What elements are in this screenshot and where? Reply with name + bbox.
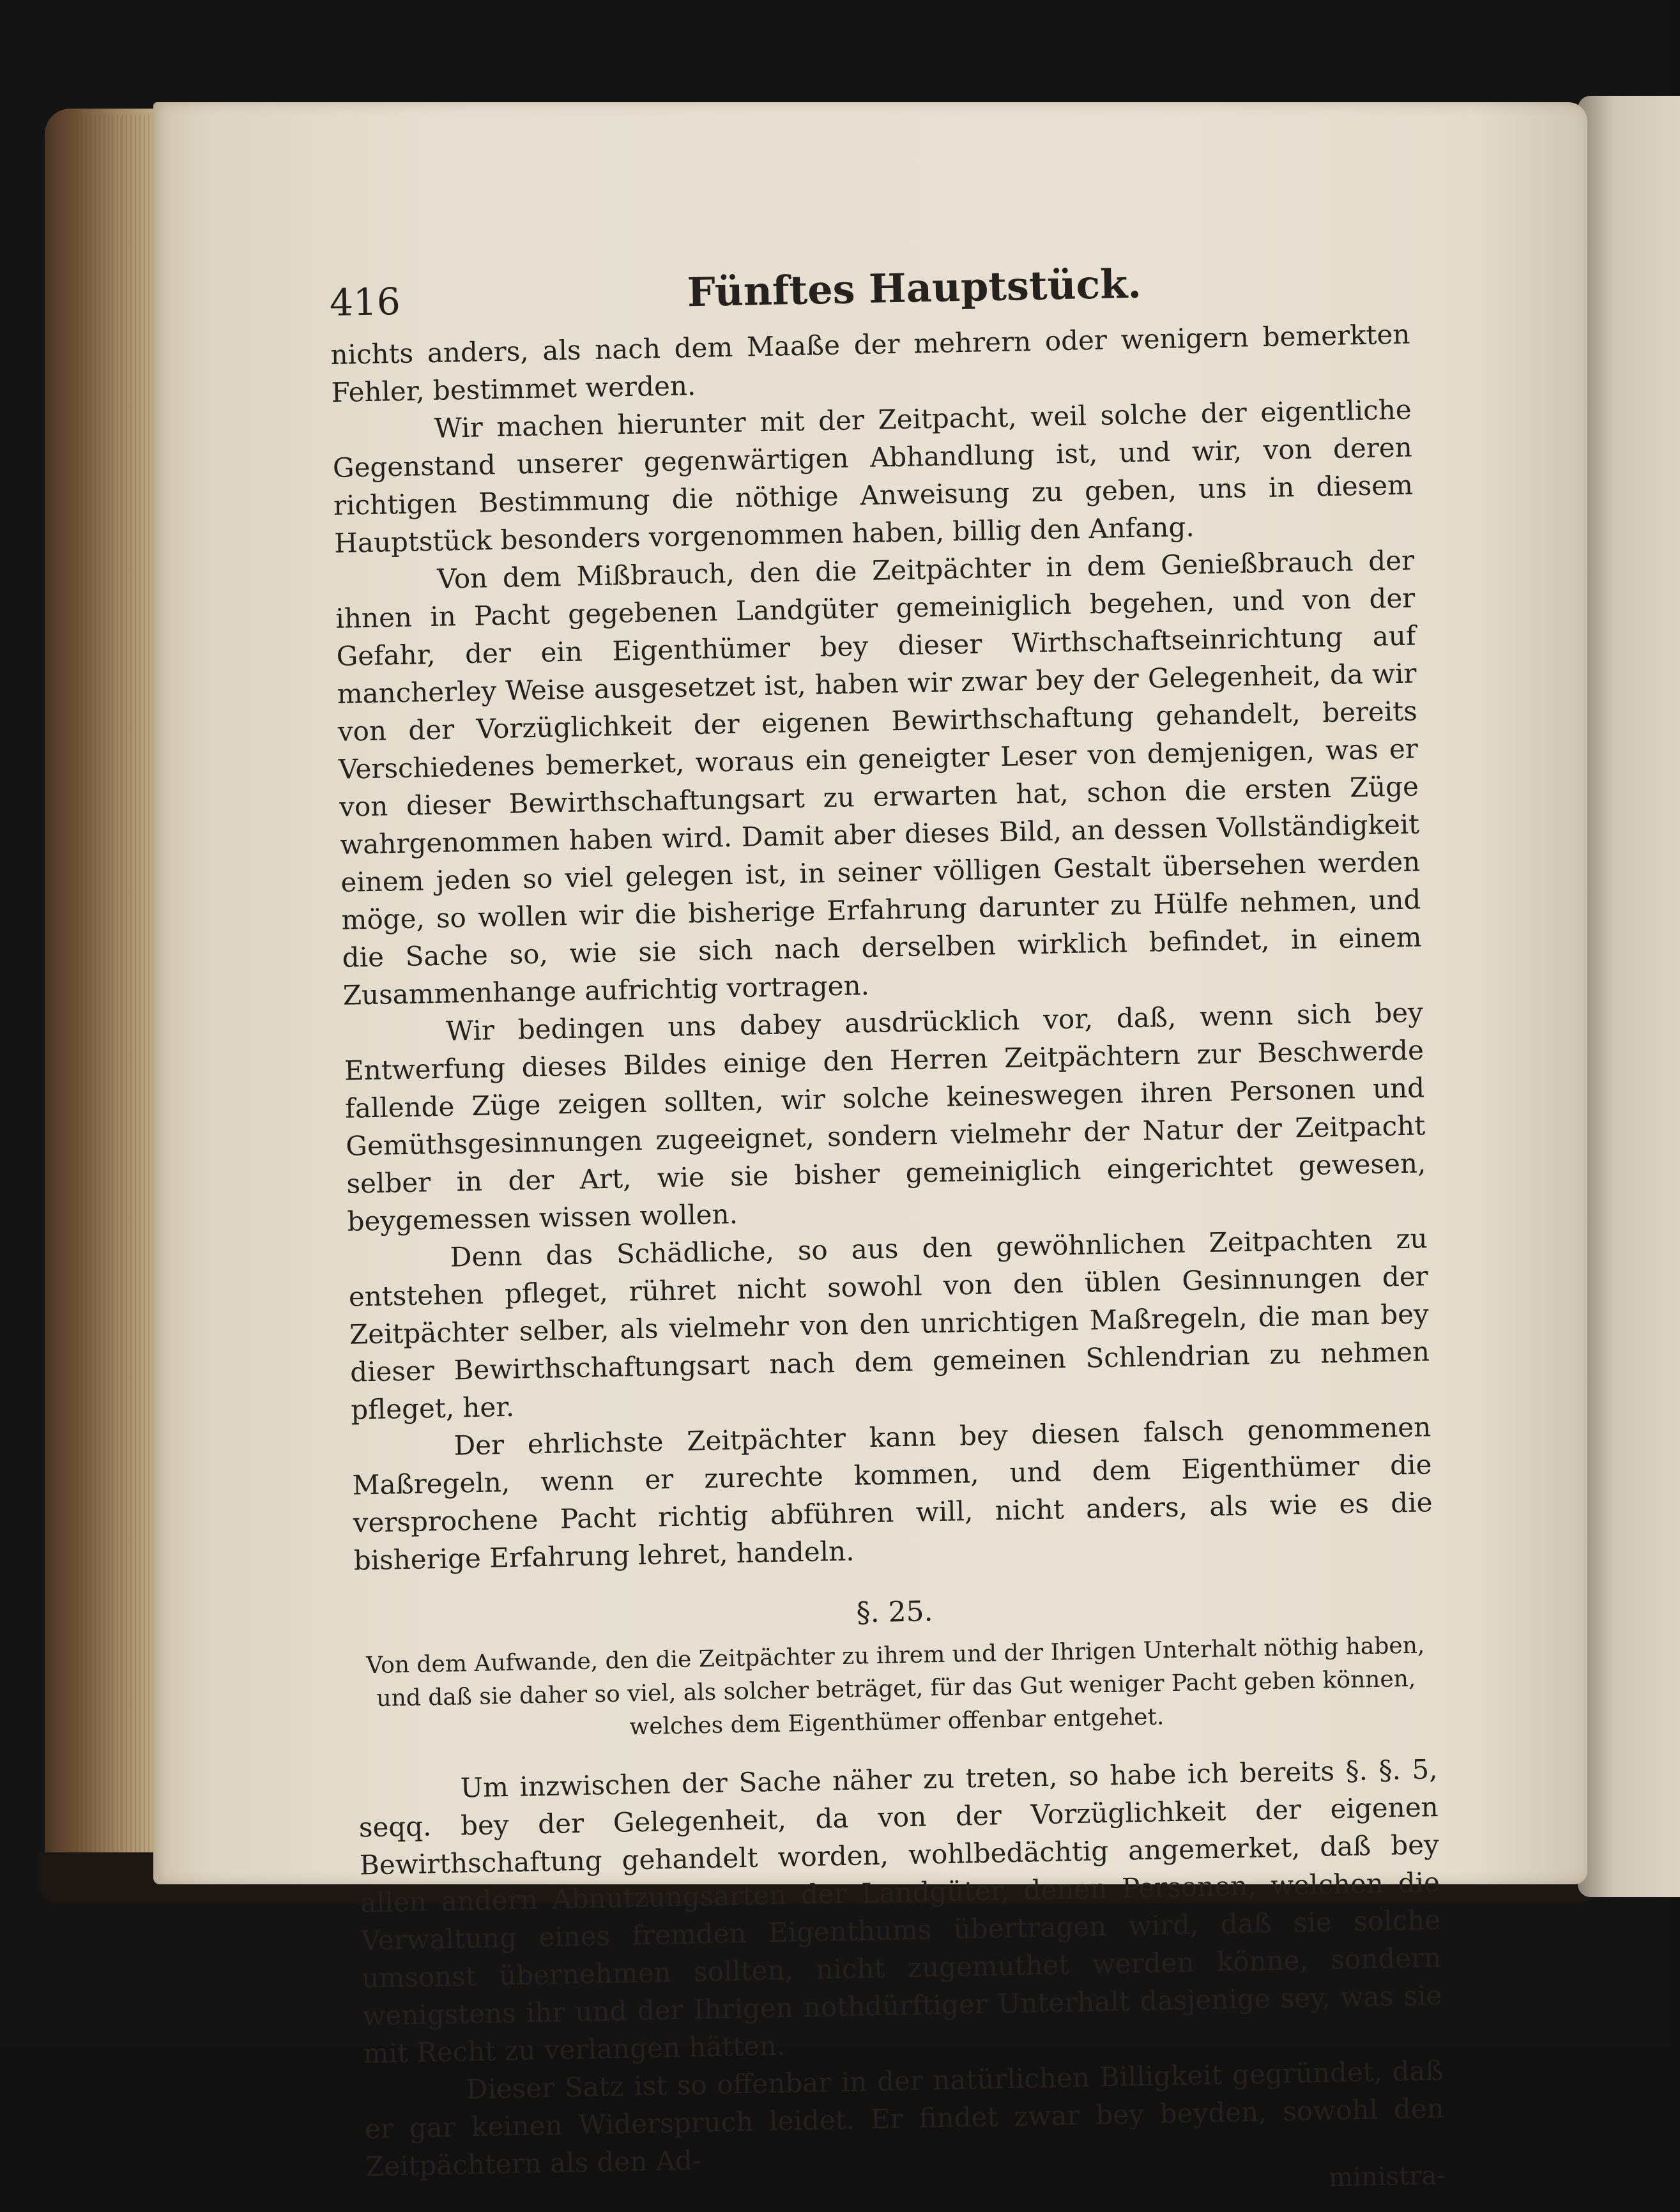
paragraph: Der ehrlichste Zeitpächter kann bey diesen falsch genommenen Maßregeln, wenn er zurechte kommen, und dem Eigenthümer die versprochene Pacht richtig abführen will, nicht anders, als wie es die bisherige Erfahrung lehret, handeln. xyxy=(352,1411,1433,1576)
catchword: ministra- xyxy=(1328,2161,1446,2193)
paragraph: Um inzwischen der Sache näher zu treten, so habe ich bereits §. §. 5, seqq. bey der Gelegenheit, da von der Vorzüglichkeit der eigenen Bewirthschaftung gehandelt worden, wohlbedächtig angemerket, daß bey allen andern Abnutzungsarten der Landgüter, denen Personen, welchen die Verwaltung eines fremden Eigenthums übertragen wird, daß sie solche umsonst übernehmen sollten, nicht zugemuthet werden könne, sondern wenigstens ihr und der Ihrigen nothdürftiger Unterhalt dasjenige sey, was sie mit Recht zu verlangen hätten. xyxy=(358,1753,1442,2070)
paragraph: Von dem Mißbrauch, den die Zeitpächter in dem Genießbrauch der ihnen in Pacht gegebenen Landgüter gemeiniglich begehen, und von der Gefahr, der ein Eigenthümer bey dieser Wirthschaftseinrichtung auf mancherley Weise ausgesetzet ist, haben wir zwar bey der Gelegenheit, da wir von der Vorzüglichkeit der eigenen Bewirthschaftung gehandelt, bereits Verschiedenes bemerket, woraus ein geneigter Leser von demjenigen, was er von dieser Bewirthschaftungsart zu erwarten hat, schon die ersten Züge wahrgenommen haben wird. Damit aber dieses Bild, an dessen Vollständigkeit einem jeden so viel gelegen ist, in seiner völligen Gestalt übersehen werden möge, so wollen wir die bisherige Erfahrung darunter zu Hülfe nehmen, und die Sache so, wie sie sich nach derselben wirklich befindet, in einem Zusammenhange aufrichtig vortragen. xyxy=(335,544,1422,1011)
paragraph: Denn das Schädliche, so aus den gewöhnlichen Zeitpachten zu entstehen pfleget, rühret nicht sowohl von den üblen Gesinnungen der Zeitpächter selber, als vielmehr von den unrichtigen Maßregeln, die man bey dieser Bewirthschaftungsart nach dem gemeinen Schlendrian zu nehmen pfleget, her. xyxy=(348,1223,1430,1426)
page-number: 416 xyxy=(329,279,401,324)
section-number: §. 25. xyxy=(856,1595,933,1629)
page-text xyxy=(329,248,1446,2212)
paragraph: Wir bedingen uns dabey ausdrücklich vor, daß, wenn sich bey Entwerfung dieses Bildes einige den Herren Zeitpächtern zur Beschwerde fallende Züge zeigen sollten, wir solche keineswegen ihren Personen und Gemüthsgesinnungen zugeeignet, sondern vielmehr der Natur der Zeitpacht selber in der Art, wie sie bisher gemeiniglich eingerichtet gewesen, beygemessen wissen wollen. xyxy=(344,996,1426,1237)
paragraph-continuation: nichts anders, als nach dem Maaße der mehrern oder wenigern bemerkten Fehler, bestimmet werden. xyxy=(330,318,1410,408)
paragraph: Wir machen hierunter mit der Zeitpacht, weil solche der eigentliche Gegenstand unserer gegenwärtigen Abhandlung ist, und wir, von deren richtigen Bestimmung die nöthige Anweisung zu geben, uns in diesem Hauptstück besonders vorgenommen haben, billig den Anfang. xyxy=(332,393,1414,559)
paragraph: Dieser Satz ist so offenbar in der natürlichen Billigkeit gegründet, daß er gar keinen Widerspruch leidet. Er findet zwar bey beyden, sowohl den Zeitpächtern als den Ad- xyxy=(364,2055,1445,2183)
running-head: Fünftes Hauptstück. xyxy=(687,260,1142,316)
facing-page xyxy=(1578,96,1680,1897)
section-summary: Von dem Aufwande, den die Zeitpächter zu ihrem und der Ihrigen Unterhalt nöthig haben, und daß sie daher so viel, als solcher beträget, für das Gut weniger Pacht geben können, welches dem Eigenthümer offenbar entgehet. xyxy=(366,1632,1425,1741)
